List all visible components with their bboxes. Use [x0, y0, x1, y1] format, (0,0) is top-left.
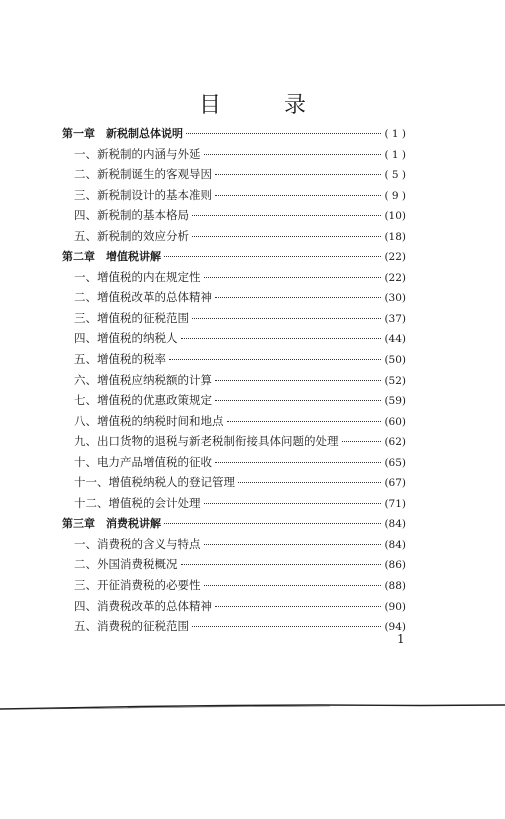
toc-entry-page: (50) [384, 354, 406, 367]
toc-entry-page: (44) [384, 333, 406, 346]
toc-entry-label: 十一、增值税纳税人的登记管理 [74, 475, 235, 490]
toc-entry-page: (59) [384, 395, 406, 408]
dot-leader [215, 174, 381, 175]
dot-leader [192, 318, 381, 319]
toc-section-entry [62, 166, 406, 187]
toc-section-entry [62, 392, 406, 413]
toc-section-entry [62, 351, 406, 372]
toc-entry-page: (94) [384, 621, 406, 634]
table-of-contents [62, 125, 406, 639]
toc-entry-label: 三、增值税的征税范围 [74, 310, 189, 325]
dot-leader [169, 359, 381, 360]
toc-entry-page: (37) [384, 312, 406, 325]
toc-section-entry [62, 330, 406, 351]
dot-leader [204, 277, 382, 278]
toc-section-entry [62, 187, 406, 208]
toc-entry-label: 十、电力产品增值税的征收 [74, 454, 212, 469]
toc-chapter-entry [62, 515, 406, 536]
toc-section-entry [62, 618, 406, 639]
toc-entry-label: 四、新税制的基本格局 [74, 208, 189, 223]
toc-entry-page: (30) [384, 292, 406, 305]
toc-entry-label: 一、消费税的含义与特点 [74, 536, 201, 551]
toc-entry-label: 第一章 新税制总体说明 [62, 127, 183, 140]
toc-entry-label: 一、新税制的内涵与外延 [74, 146, 201, 161]
toc-entry-page: ( 1 ) [384, 128, 406, 140]
toc-entry-page: (22) [384, 271, 406, 284]
toc-entry-label: 三、开征消费税的必要性 [74, 578, 201, 593]
toc-section-entry [62, 413, 406, 434]
toc-section-entry [62, 598, 406, 619]
toc-entry-page: (65) [384, 456, 406, 469]
toc-entry-page: (67) [384, 477, 406, 490]
toc-section-entry [62, 146, 406, 167]
toc-section-entry [62, 495, 406, 516]
toc-entry-label: 六、增值税应纳税额的计算 [74, 372, 212, 387]
dot-leader [215, 400, 381, 401]
dot-leader [215, 380, 381, 381]
toc-entry-page: (10) [384, 210, 406, 223]
scan-edge-line [0, 700, 505, 714]
toc-section-entry [62, 269, 406, 290]
toc-entry-label: 五、增值税的税率 [74, 352, 166, 367]
dot-leader [204, 154, 382, 155]
toc-entry-label: 四、增值税的纳税人 [74, 331, 178, 346]
toc-entry-page: ( 1 ) [384, 148, 406, 161]
toc-entry-page: (18) [384, 230, 406, 243]
dot-leader [238, 482, 381, 483]
toc-entry-label: 七、增值税的优惠政策规定 [74, 393, 212, 408]
toc-entry-page: (88) [384, 580, 406, 593]
dot-leader [204, 503, 382, 504]
dot-leader [215, 297, 381, 298]
page-number: 1 [397, 632, 405, 646]
dot-leader [181, 564, 382, 565]
dot-leader [215, 462, 381, 463]
toc-entry-label: 九、出口货物的退税与新老税制衔接具体问题的处理 [74, 434, 339, 449]
toc-entry-label: 第二章 增值税讲解 [62, 250, 161, 264]
toc-section-entry [62, 372, 406, 393]
toc-section-entry [62, 310, 406, 331]
toc-section-entry [62, 454, 406, 475]
dot-leader [215, 195, 381, 196]
toc-entry-label: 十二、增值税的会计处理 [74, 495, 201, 510]
toc-entry-label: 五、新税制的效应分析 [74, 228, 189, 243]
dot-leader [192, 215, 381, 216]
toc-section-entry [62, 556, 406, 577]
toc-entry-page: ( 9 ) [384, 189, 406, 202]
toc-section-entry [62, 207, 406, 228]
toc-section-entry [62, 577, 406, 598]
toc-entry-page: (60) [384, 415, 406, 428]
toc-entry-label: 二、外国消费税概况 [74, 557, 178, 572]
dot-leader [204, 544, 382, 545]
toc-entry-label: 一、增值税的内在规定性 [74, 269, 201, 284]
page-title: 目 录 [199, 93, 334, 118]
toc-section-entry [62, 536, 406, 557]
toc-entry-page: (52) [384, 374, 406, 387]
toc-section-entry [62, 433, 406, 454]
dot-leader [192, 626, 381, 627]
toc-entry-label: 三、新税制设计的基本准则 [74, 187, 212, 202]
toc-section-entry [62, 289, 406, 310]
toc-entry-page: (62) [384, 436, 406, 449]
toc-entry-page: ( 5 ) [384, 169, 406, 182]
dot-leader [181, 338, 382, 339]
toc-entry-label: 八、增值税的纳税时间和地点 [74, 413, 224, 428]
dot-leader [164, 523, 381, 524]
toc-entry-page: (90) [384, 600, 406, 613]
dot-leader [186, 133, 381, 134]
dot-leader [227, 421, 382, 422]
toc-entry-label: 五、消费税的征税范围 [74, 619, 189, 634]
toc-chapter-entry [62, 248, 406, 269]
toc-entry-label: 四、消费税改革的总体精神 [74, 598, 212, 613]
dot-leader [215, 606, 381, 607]
toc-entry-page: (71) [384, 497, 406, 510]
toc-entry-page: (84) [384, 538, 406, 551]
dot-leader [204, 585, 382, 586]
toc-entry-page: (84) [384, 518, 406, 531]
toc-entry-page: (22) [384, 251, 406, 264]
dot-leader [342, 441, 382, 442]
dot-leader [192, 236, 381, 237]
toc-entry-label: 二、新税制诞生的客观导因 [74, 167, 212, 182]
toc-entry-label: 二、增值税改革的总体精神 [74, 290, 212, 305]
toc-section-entry [62, 228, 406, 249]
dot-leader [164, 256, 381, 257]
toc-entry-page: (86) [384, 559, 406, 572]
toc-chapter-entry [62, 125, 406, 146]
toc-entry-label: 第三章 消费税讲解 [62, 517, 161, 531]
toc-section-entry [62, 474, 406, 495]
